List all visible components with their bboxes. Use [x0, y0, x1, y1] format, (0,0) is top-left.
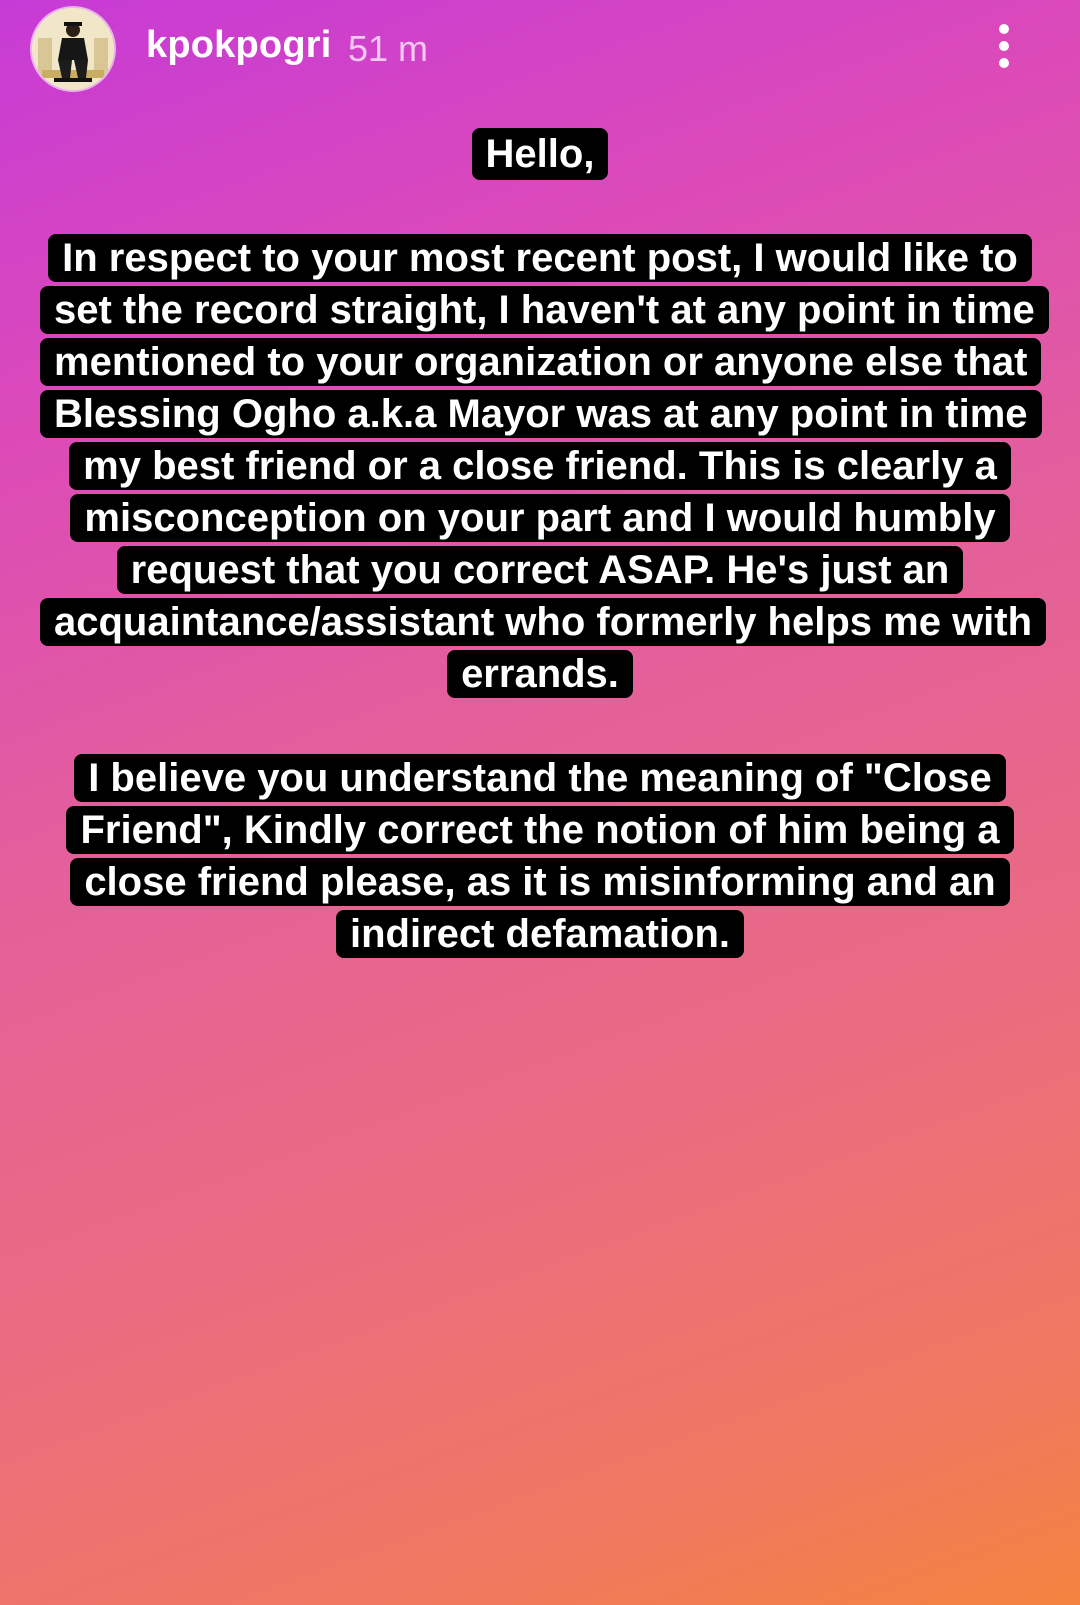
story-text-line: I believe you understand the meaning of "Close Friend", Kindly correct the notion of him being a close friend please, as it is misinforming and an indirect defamation. [66, 754, 1013, 958]
profile-avatar[interactable] [32, 8, 114, 90]
story-paragraph-main [40, 232, 1040, 700]
story-text-line: In respect to your most recent post, I would like to set the record straight, I haven't at any point in time mentioned to your organization or anyone else that Blessing Ogho a.k.a Mayor was at any point in time my best friend or a close friend. This is clearly a misconception on your part and I would humbly request that you correct ASAP. He's just an acquaintance/assistant who formerly helps me with errands. [40, 234, 1049, 698]
more-vertical-icon[interactable] [994, 24, 1014, 68]
menu-dot [999, 58, 1009, 68]
story-header [0, 0, 1080, 100]
post-time: 51 m [348, 28, 429, 69]
story-text-line: Hello, [472, 128, 609, 180]
username[interactable]: kpokpogri [146, 24, 332, 66]
menu-dot [999, 24, 1009, 34]
story-paragraph-closing [40, 752, 1040, 960]
menu-dot [999, 41, 1009, 51]
story-text [40, 128, 1040, 1012]
avatar-photo-icon [32, 8, 114, 90]
story-paragraph-greeting [40, 128, 1040, 180]
